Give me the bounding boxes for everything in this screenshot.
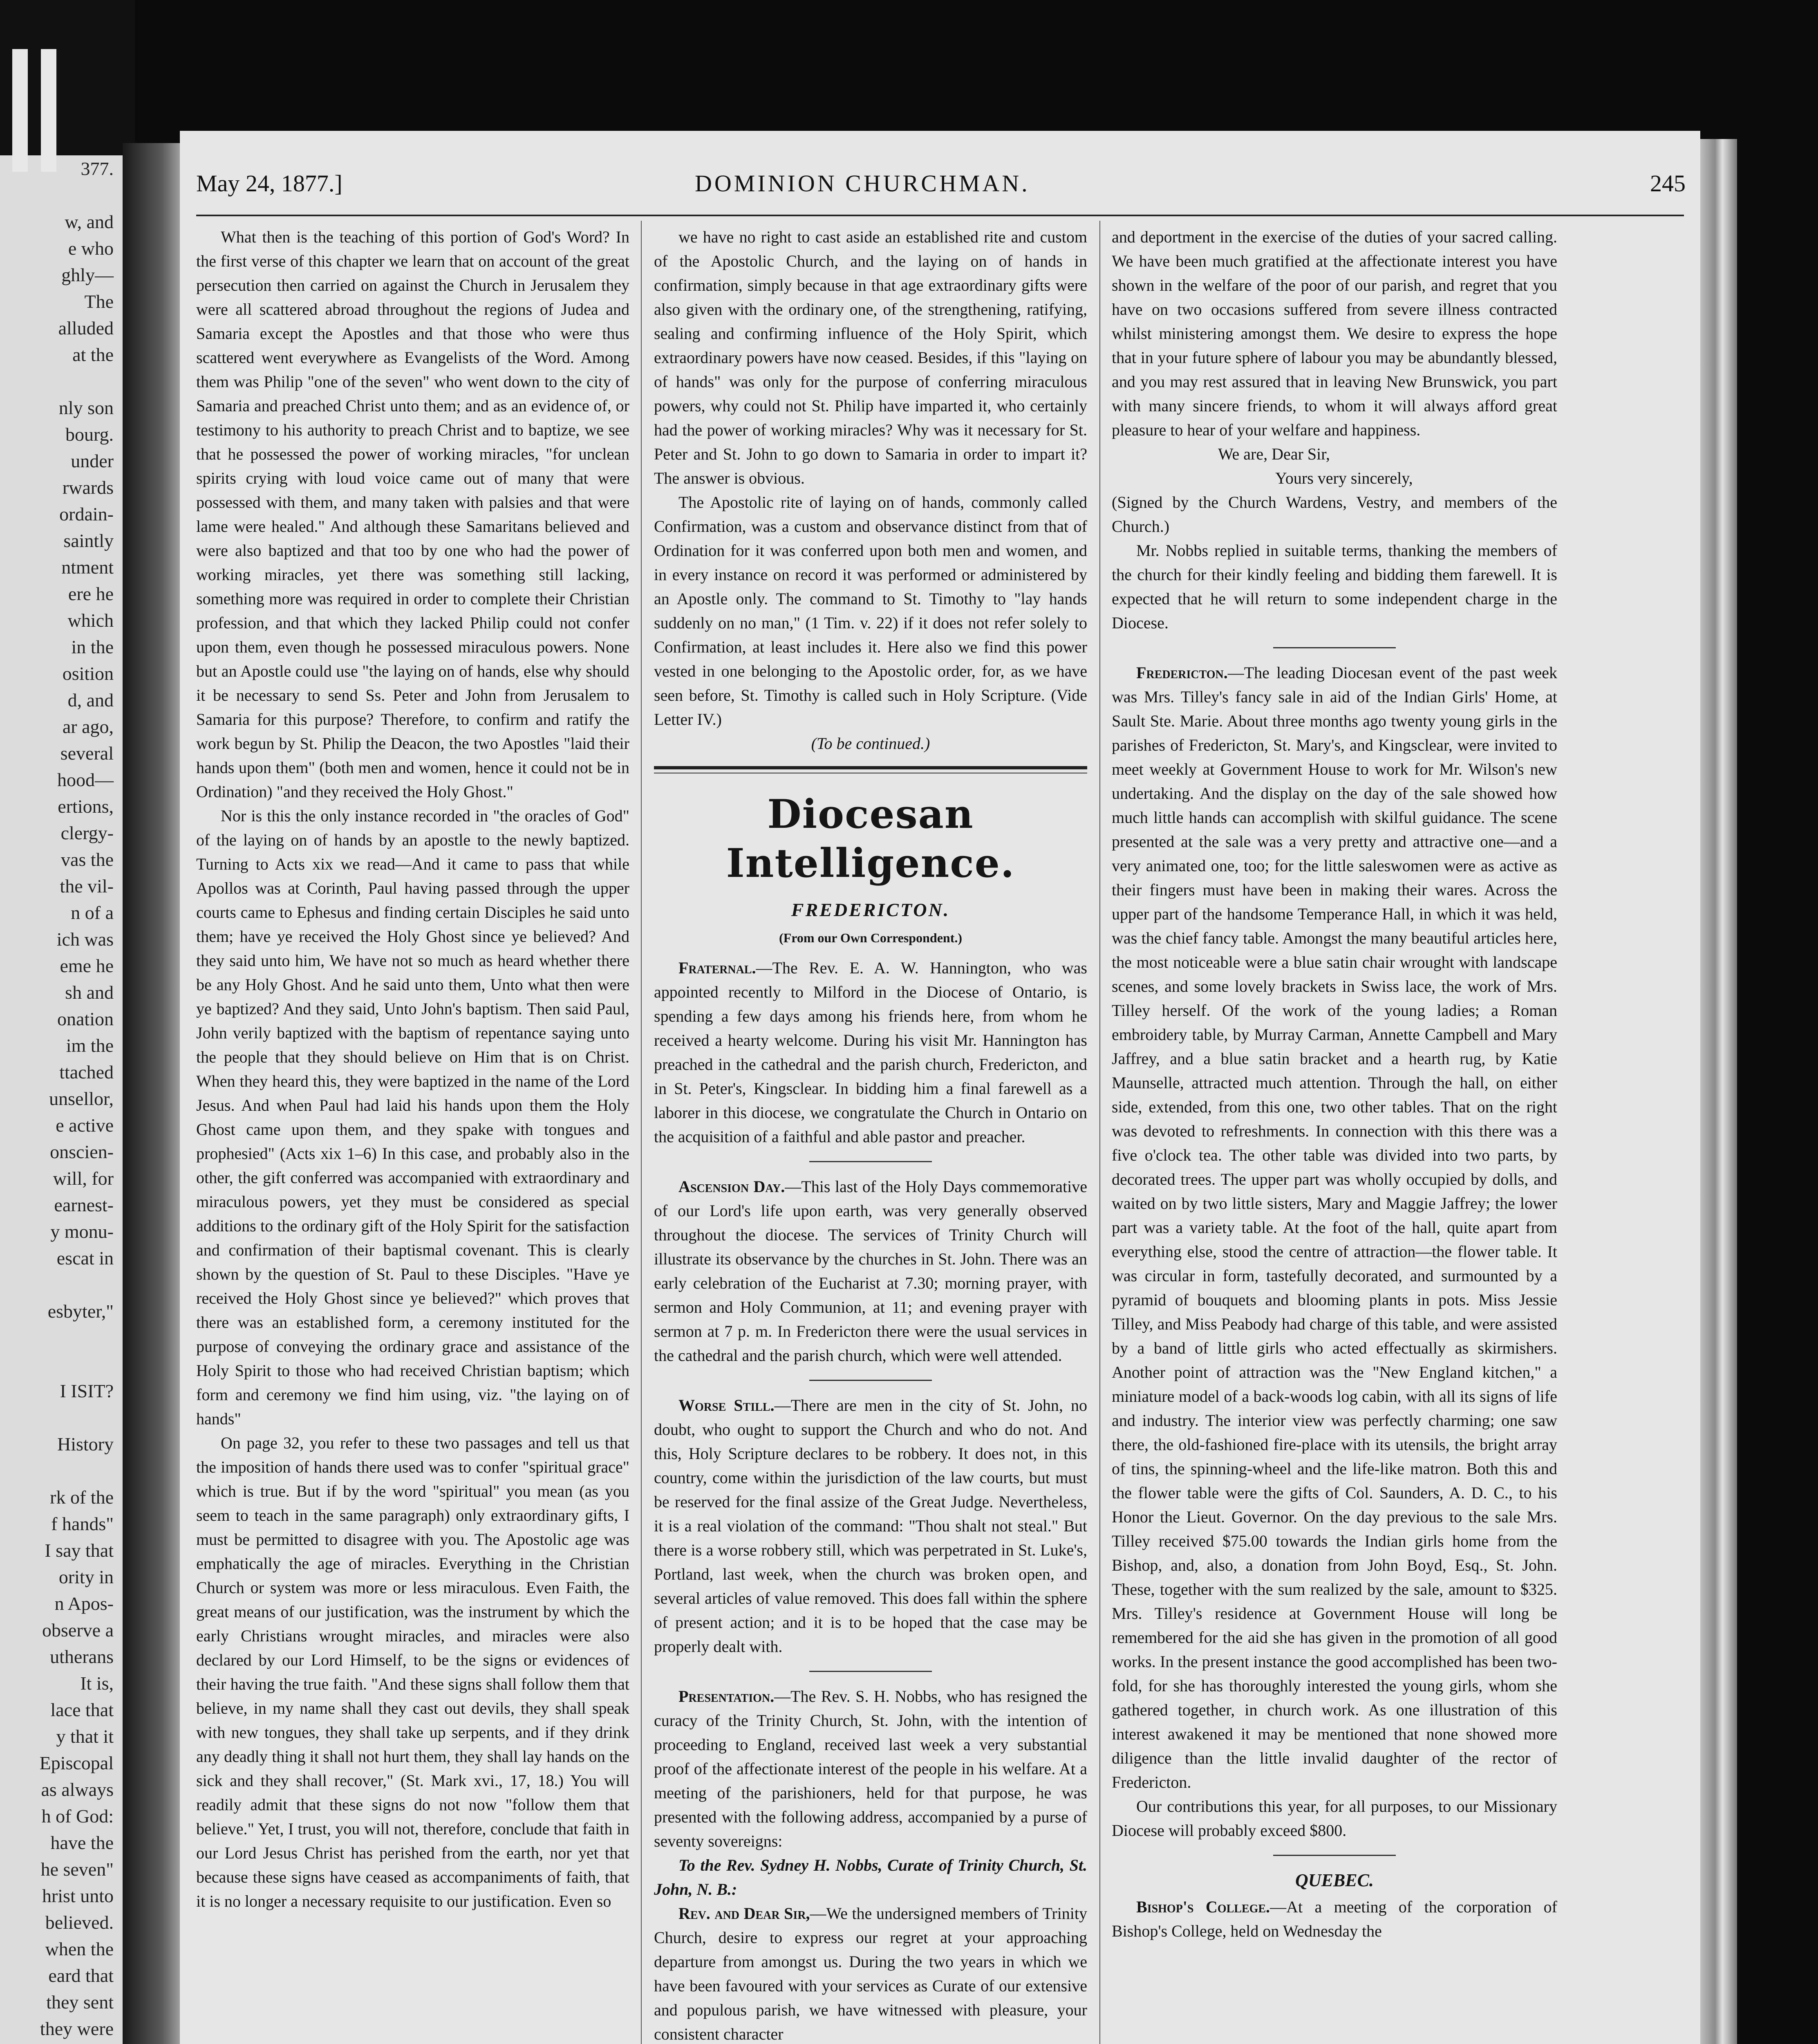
city-heading: FREDERICTON. bbox=[791, 899, 950, 920]
previous-page-fragment bbox=[0, 155, 123, 2044]
previous-page-line: e active bbox=[56, 1115, 114, 1136]
city-heading: QUEBEC. bbox=[1295, 1870, 1374, 1890]
previous-page-line: saintly bbox=[63, 530, 114, 551]
body-paragraph: On page 32, you refer to these two passages and tell us that the imposition of hands there used was to confer "spiritual grace" which is true. But if by the word "spiritual" you mean (as you seem to teach in the same paragraph) only extraordinary gifts, I must be permitted to disagree with you. The Apostolic age was emphatically the age of miracles. Everything in the Christian Church or system was more or less miraculous. Even Faith, the great means of our justification, was the instrument by which the early Christians wrought miracles, and miracles were also declared by our Lord Himself, to be the signs or evidences of their having the true faith. "And these signs shall follow them that believe, in my name shall they cast out devils, they shall speak with new tongues, they shall take up serpents, and if they drink any deadly thing it shall not hurt them, they shall lay hands on the sick and they shall recover," (St. Mark xvi., 17, 18.) You will readily admit that these signs do not now "follow them that believe." Yet, I trust, you will not, therefore, conclude that faith in our Lord Jesus Christ has perished from the earth, nor yet that because these signs have ceased as accompaniments of faith, that it is no longer a necessary requisite to our justification. Even so bbox=[196, 1434, 629, 1910]
previous-page-line: have the bbox=[50, 1832, 114, 1853]
previous-page-line: n Apos- bbox=[54, 1593, 114, 1614]
previous-page-line: ere he bbox=[68, 583, 114, 604]
previous-page-line bbox=[0, 1325, 114, 1351]
previous-page-line: onation bbox=[57, 1009, 114, 1029]
body-paragraph: we have no right to cast aside an established rite and custom of the Apostolic Church, and the laying on of hands in confirmation, simply because in that age extraordinary gifts were also given with the ordinary one, of the strengthening, ratifying, sealing and confirming influence of the Holy Spirit, which extraordinary powers have now ceased. Besides, if this "laying on of hands" was only for the purpose of conferring miraculous powers, why could not St. Philip have imparted it, who certainly had the power of working miracles? Why was it necessary for St. Peter and St. John to go down to Samaria in order to impart it? The answer is obvious. bbox=[654, 228, 1087, 487]
signature-line: We are, Dear Sir, bbox=[1218, 445, 1330, 463]
previous-page-line: w, and bbox=[65, 211, 114, 232]
previous-page-line: as always bbox=[41, 1779, 114, 1800]
previous-page-line: ntment bbox=[61, 557, 114, 578]
previous-page-line: vas the bbox=[60, 849, 114, 870]
item-text: —The Rev. S. H. Nobbs, who has resigned the curacy of the Trinity Church, St. John, with the intention of proceeding to England, received last week a very substantial proof of the affectionate interest of the people in his welfare. At a meeting of the parishioners, held for that purpose, he was presented with the following address, accompanied by a purse of seventy sovereigns: bbox=[654, 1687, 1087, 1850]
previous-page-line: onscien- bbox=[50, 1141, 114, 1162]
body-paragraph: Nor is this the only instance recorded in "the oracles of God" of the laying on of hands by an apostle to the newly baptized. Turning to Acts xix we read—And it came to pass that while Apollos was at Corinth, Paul having passed through the upper courts came to Ephesus and finding certain Disciples he said unto them; have ye received the Holy Ghost since ye believed? And they said unto him, We have not so much as heard whether there be any Holy Ghost. And he said unto them, Unto what then were ye baptized? And they said, Unto John's baptism. Then said Paul, John verily baptized with the baptism of repentance saying unto the people that they should believe on Him that is on Christ. When they heard this, they were baptized in the name of the Lord Jesus. And when Paul had laid his hands upon them the Holy Ghost came upon them, and they spake with tongues and prophesied" (Acts xix 1–6) In this case, and probably also in the other, the gift conferred was accompanied with extraordinary and miraculous powers, yet they must be considered as special additions to the ordinary gift of the Holy Spirit for the satisfaction and confirmation of their baptismal covenant. This is clearly shown by the question of St. Paul to these Disciples. "Have ye received the Holy Ghost since ye believed?" which proves that there was an established form, a ceremony instituted for the purpose of conveying the ordinary grace and assistance of the Holy Spirit to those who had received Christian baptism; which form and ceremony we find him using, viz. "the laying on of hands" bbox=[196, 807, 629, 1428]
item-lead: Bishop's College. bbox=[1136, 1898, 1270, 1916]
item-text: —The leading Diocesan event of the past week was Mrs. Tilley's fancy sale in aid of the Indian Girls' Home, at Sault Ste. Marie. About three months ago twenty young girls in the parishes of Fredericton, St. Mary's, and Kingsclear, were invited to meet weekly at Government House to work for Mr. Wilson's new undertaking. And the display on the day of the sale showed how much little hands can accomplish with skilful guidance. The scene presented at the sale was a very pretty and attractive one—and a very animated one, too; for the little saleswomen were as active as their fingers must have been in making their wares. Across the upper part of the handsome Temperance Hall, in which it was held, was the chief fancy table. Amongst the many beautiful articles here, the most noticeable were a blue satin chair wrought with landscape scenes, and some lovely brackets in Swiss lace, the work of Mrs. Tilley herself. Of the work of the young ladies; a Roman embroidery table, by Murray Carman, Annette Campbell and Mary Jaffrey, and a blue satin bracket and a hearth rug, by Katie Maunselle, attracted much attention. Through the hall, on either side, extended, from this one, two other tables. That on the right was devoted to refreshments. In connection with this there was a five o'clock tea. The other table was divided into two parts, by decorated trees. The upper part was wholly occupied by dolls, and waited on by two little sisters, Mary and Maggie Jaffrey; the lower part was a variety table. At the foot of the hall, quite apart from everything else, stood the centre of attraction—the flower table. It was circular in form, tastefully decorated, and surmounted by a pyramid of bouquets and blooming plants in pots. Miss Jessie Tilley, and Miss Peabody had charge of this table, and were assisted by a band of little girls who acted effectually as skirmishers. Another point of attraction was the "New England kitchen," a miniature model of a back-woods log cabin, with all its signs of life and industry. The interior view was perfectly charming; one saw there, the old-fashioned fire-place with its utensils, the bright array of tins, the spinning-wheel and the life-like matron. Both this and the flower table were the gifts of Col. Saunders, A. D. C., to his Honor the Lieut. Governor. On the day previous to the sale Mrs. Tilley received $75.00 towards the Indian girls home from the Bishop, and, also, a donation from John Boyd, Esq., St. John. These, together with the sum realized by the sale, amount to $325. Mrs. Tilley's residence at Government House will long be remembered for the aid she has given in the promotion of all good works. In the present instance the good accomplished has been two-fold, for she has thoroughly interested the young girls, whom she gathered together, in church work. As one illustration of this interest awakened it may be mentioned that none showed more diligence than the little invalid daughter of the rector of Fredericton. bbox=[1112, 663, 1557, 1791]
previous-page-line: im the bbox=[66, 1035, 114, 1056]
previous-page-line: h of God: bbox=[41, 1806, 114, 1827]
previous-page-line: rk of the bbox=[50, 1487, 114, 1508]
previous-page-line: unsellor, bbox=[49, 1088, 114, 1109]
item-rule bbox=[1273, 1855, 1396, 1856]
previous-page-line: nly son bbox=[58, 397, 114, 418]
previous-page-line: hood— bbox=[57, 769, 114, 790]
news-item bbox=[1112, 1895, 1557, 1943]
previous-page-line: ordain- bbox=[59, 504, 114, 524]
news-item bbox=[654, 1393, 1087, 1659]
previous-page-line: ttached bbox=[59, 1062, 114, 1083]
previous-page-line: rwards bbox=[62, 477, 114, 498]
body-paragraph: Our contributions this year, for all purposes, to our Missionary Diocese will probably exceed $800. bbox=[1112, 1797, 1557, 1840]
previous-page-line bbox=[0, 368, 114, 394]
item-lead: Fredericton. bbox=[1136, 663, 1228, 682]
signature-line: Yours very sincerely, bbox=[1275, 469, 1413, 487]
body-paragraph: The Apostolic rite of laying on of hands, commonly called Confirmation, was a custom and observance distinct from that of Ordination for it was conferred upon both men and women, and in every instance on record it was performed or administered by an Apostle only. The command to St. Timothy to "lay hands suddenly on no man," (1 Tim. v. 22) if it does not refer solely to Confirmation, at least includes it. Here also we find this power vested in one belonging to the Apostolic order, for, as we have seen before, St. Timothy is called such in Holy Scripture. (Vide Letter IV.) bbox=[654, 493, 1087, 728]
previous-page-line: n of a bbox=[71, 902, 114, 923]
item-lead: Presentation. bbox=[678, 1687, 775, 1706]
previous-page-line: several bbox=[60, 743, 114, 764]
previous-page-line: y that it bbox=[56, 1726, 114, 1747]
previous-page-line: It is, bbox=[80, 1673, 114, 1694]
address-salutation: Rev. and Dear Sir, bbox=[678, 1904, 810, 1923]
previous-page-line: osition bbox=[62, 663, 114, 684]
previous-page-line: d, and bbox=[67, 690, 114, 710]
previous-page-line: he seven" bbox=[40, 1859, 114, 1880]
previous-page-line: e who bbox=[68, 238, 114, 259]
previous-page-line: ertions, bbox=[58, 796, 114, 817]
previous-page-line: I say that bbox=[45, 1540, 114, 1561]
previous-page-line: they were bbox=[40, 2018, 114, 2039]
previous-page-line bbox=[0, 1457, 114, 1484]
address-text: —We the undersigned members of Trinity Church, desire to express our regret at your approaching departure from amongst us. During the two years in which we have been favoured with your services as Curate of our extensive and populous parish, we have witnessed with pleasure, your consistent character bbox=[654, 1904, 1088, 2043]
previous-page-line: bourg. bbox=[65, 424, 114, 445]
news-item bbox=[1112, 661, 1557, 1794]
news-item bbox=[654, 1684, 1087, 1853]
previous-page-line: escat in bbox=[56, 1248, 114, 1269]
previous-page-line: in the bbox=[71, 637, 114, 657]
previous-page-line: will, for bbox=[53, 1168, 114, 1189]
previous-page-line: y monu- bbox=[50, 1221, 114, 1242]
address-continued: and deportment in the exercise of the duties of your sacred calling. We have been much gratified at the affectionate interest you have shown in the welfare of the poor of our parish, and regret that you have on two occasions suffered from severe illness contracted whilst ministering amongst them. We desire to express the hope that in your future sphere of labour you may be abundantly blessed, and you may rest assured that in leaving New Brunswick, you part with many sincere friends, to whom it will always afford great pleasure to hear of your welfare and happiness. bbox=[1112, 228, 1557, 439]
previous-page-text bbox=[0, 155, 114, 2044]
binding-bar bbox=[41, 49, 56, 172]
previous-page-line: eme he bbox=[60, 955, 114, 976]
binding-bar bbox=[12, 49, 28, 172]
previous-page-line: ar ago, bbox=[62, 716, 114, 737]
previous-page-line: at the bbox=[72, 344, 114, 365]
previous-page-line: The bbox=[84, 291, 114, 312]
previous-page-line: utherans bbox=[50, 1646, 114, 1667]
previous-page-line: they sent bbox=[46, 1992, 114, 2013]
issue-date: May 24, 1877.] bbox=[196, 170, 343, 197]
previous-page-line: observe a bbox=[42, 1620, 114, 1641]
previous-page-line: Episcopal bbox=[39, 1753, 114, 1773]
header-rule bbox=[196, 215, 1684, 216]
news-item bbox=[654, 1174, 1087, 1367]
previous-page-line: alluded bbox=[58, 318, 114, 338]
previous-page-line: ority in bbox=[58, 1567, 114, 1587]
item-text: —The Rev. E. A. W. Hannington, who was appointed recently to Milford in the Diocese of Ontario, is spending a few days among his friends here, from whom he received a hearty welcome. During his visit Mr. Hannington has preached in the cathedral and the parish church, Fredericton, and in St. Peter's, Kingsclear. In bidding him a final farewell as a laborer in this diocese, we congratulate the Church in Ontario on the acquisition of a faithful and able pastor and preacher. bbox=[654, 959, 1087, 1146]
previous-page-line: eard that bbox=[48, 1965, 114, 1986]
section-title: Diocesan Intelligence. bbox=[726, 791, 1015, 886]
item-text: —There are men in the city of St. John, no doubt, who ought to support the Church and who do not. And this, Holy Scripture declares to be robbery. It does not, in this country, come within the jurisdiction of the law courts, but must be reserved for the final assize of the Great Judge. Nevertheless, it is a real violation of the command: "Thou shalt not steal." But there is a worse robbery still, which was perpetrated in St. Luke's, Portland, last week, when the church was broken open, and several articles of value removed. This does fall within the sphere of present action; and it is to be hoped that the case may be properly dealt with. bbox=[654, 1396, 1087, 1656]
previous-page-line bbox=[0, 1404, 114, 1431]
previous-page-line: ghly— bbox=[61, 264, 114, 285]
previous-page-line: History bbox=[57, 1434, 114, 1455]
publication-title: DOMINION CHURCHMAN. bbox=[695, 170, 1030, 197]
previous-page-line: believed. bbox=[45, 1912, 114, 1933]
previous-page-line: which bbox=[67, 610, 114, 631]
newspaper-page bbox=[180, 131, 1700, 2044]
item-rule bbox=[1273, 647, 1396, 648]
previous-page-line: earnest- bbox=[54, 1195, 114, 1215]
previous-page-line bbox=[0, 2042, 114, 2044]
previous-page-line bbox=[0, 1271, 114, 1298]
item-text: —This last of the Holy Days commemorative of our Lord's life upon earth, was very generally observed throughout the diocese. The services of Trinity Church will illustrate its observance by the churches in St. John. There was an early celebration of the Eucharist at 7.30; morning prayer, with sermon and Holy Communion, at 11; and evening prayer with sermon at 7 p. m. In Fredericton there were the usual services in the cathedral and the parish church, which were well attended. bbox=[654, 1177, 1087, 1365]
page-edge bbox=[1700, 139, 1737, 2044]
previous-page-line: ich was bbox=[56, 929, 114, 950]
previous-page-line bbox=[0, 182, 114, 208]
continued-note: (To be continued.) bbox=[811, 734, 930, 753]
previous-page-line: sh and bbox=[65, 982, 114, 1003]
item-rule bbox=[809, 1161, 932, 1162]
previous-page-line bbox=[0, 1351, 114, 1378]
previous-page-line: esbyter," bbox=[47, 1301, 114, 1322]
page-number: 245 bbox=[1650, 170, 1686, 197]
column-1 bbox=[196, 225, 629, 1913]
item-text: —At a meeting of the corporation of Bishop's College, held on Wednesday the bbox=[1112, 1898, 1557, 1940]
body-paragraph: Mr. Nobbs replied in suitable terms, thanking the members of the church for their kindly feeling and bidding them farewell. It is expected that he will return to some independent charge in the Diocese. bbox=[1112, 541, 1557, 632]
address-heading: To the Rev. Sydney H. Nobbs, Curate of Trinity Church, St. John, N. B.: bbox=[654, 1856, 1087, 1898]
column-divider bbox=[1099, 221, 1100, 2044]
previous-page-line: f hands" bbox=[51, 1513, 114, 1534]
previous-page-line: hrist unto bbox=[42, 1885, 114, 1906]
previous-page-line: I ISIT? bbox=[60, 1381, 114, 1401]
section-rule bbox=[654, 766, 1087, 769]
previous-page-line: clergy- bbox=[60, 823, 114, 843]
item-rule bbox=[809, 1671, 932, 1672]
news-item bbox=[654, 956, 1087, 1149]
previous-page-line: when the bbox=[45, 1939, 114, 1959]
page-header bbox=[180, 170, 1700, 211]
address-body bbox=[654, 1901, 1087, 2044]
column-3 bbox=[1112, 225, 1557, 1943]
item-lead: Ascension Day. bbox=[678, 1177, 785, 1196]
signature-line: (Signed by the Church Wardens, Vestry, and members of the Church.) bbox=[1112, 493, 1557, 536]
previous-page-line: the vil- bbox=[60, 876, 114, 896]
page-gutter bbox=[123, 143, 188, 2044]
column-2 bbox=[654, 225, 1087, 2044]
previous-page-line: 377. bbox=[81, 158, 114, 179]
column-divider bbox=[641, 221, 642, 2044]
item-lead: Worse Still. bbox=[678, 1396, 775, 1414]
body-paragraph: What then is the teaching of this portion of God's Word? In the first verse of this chapter we learn that on account of the great persecution then carried on against the Church in Jerusalem they were all scattered abroad throughout the regions of Judea and Samaria except the Apostles and that those who were thus scattered went everywhere as Evangelists of the Word. Among them was Philip "one of the seven" who went down to the city of Samaria and preached Christ unto them; and as an evidence of, or testimony to his authority to preach Christ and to baptize, we see that he possessed the power of working miracles, "for unclean spirits crying with loud voice came out of many that were possessed with them, and many taken with palsies and that were lame were healed." And although these Samaritans believed and were also baptized and that too by one who had the power of working miracles, yet there was something still lacking, something more was required in order to complete their Christian profession, and that which they lacked Philip could not confer upon them, even though he possessed miraculous powers. None but an Apostle could use "the laying on of hands, else why should it be necessary to send Ss. Peter and John from Jerusalem to Samaria for this purpose? Therefore, to confirm and ratify the work begun by St. Philip the Deacon, the two Apostles "laid their hands upon them" (both men and women, hence it could not be in Ordination) "and they received the Holy Ghost." bbox=[196, 228, 629, 801]
previous-page-line: lace that bbox=[50, 1699, 114, 1720]
item-rule bbox=[809, 1380, 932, 1381]
correspondent-note: (From our Own Correspondent.) bbox=[779, 930, 962, 945]
item-lead: Fraternal. bbox=[678, 959, 756, 977]
previous-page-line: under bbox=[71, 450, 114, 471]
